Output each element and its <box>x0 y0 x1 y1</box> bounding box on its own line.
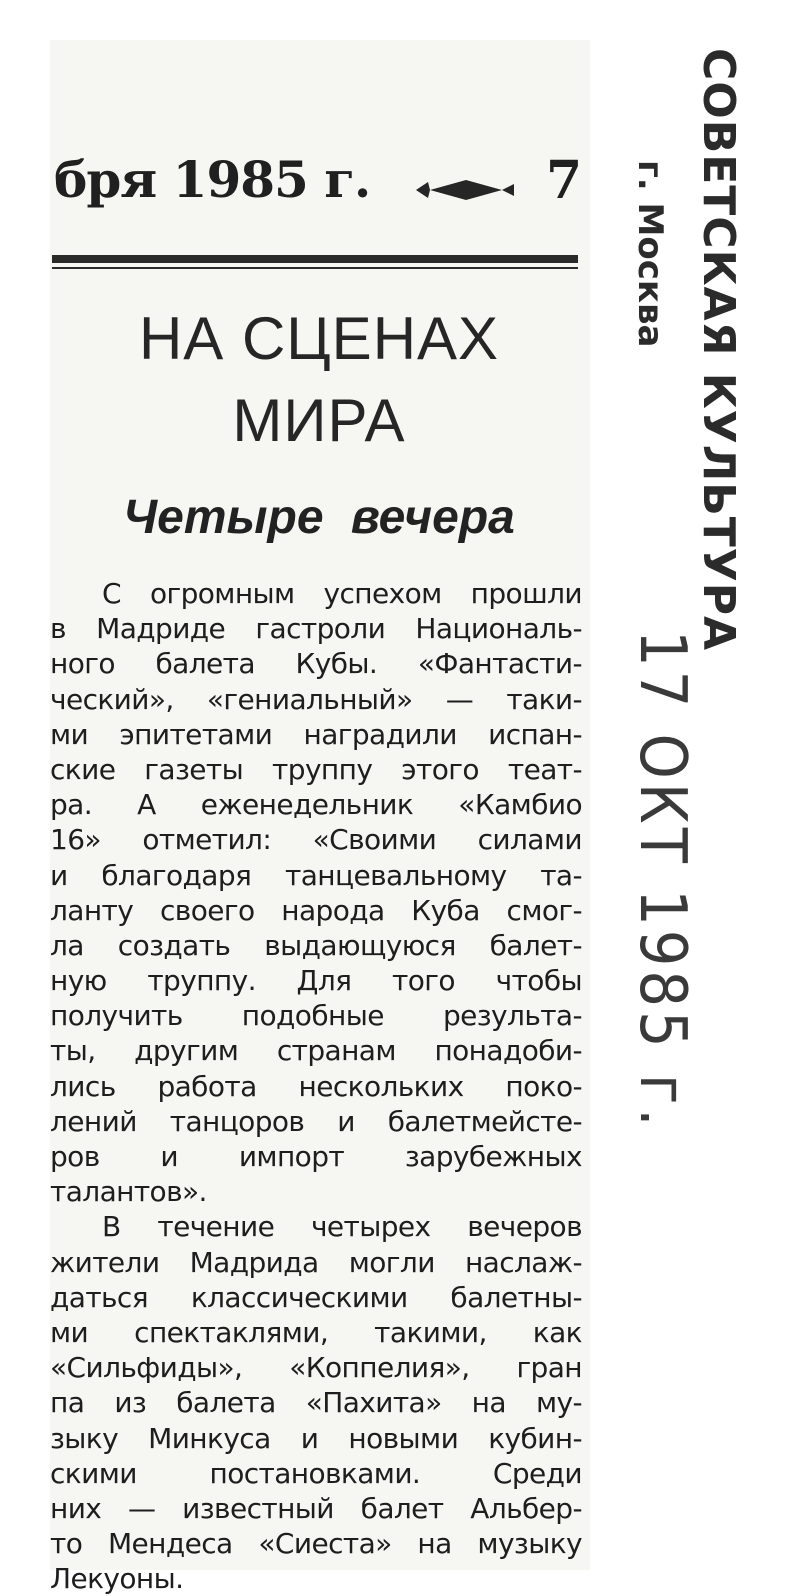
rubric-line: МИРА <box>232 387 406 454</box>
body-line: ские газеты труппу этого теат- <box>50 752 582 786</box>
body-line: ную труппу. Для того чтобы <box>50 964 582 998</box>
body-line: Лекуоны. <box>50 1562 184 1596</box>
page-number: 7 <box>546 150 583 211</box>
stamp-newspaper-name: СОВЕТСКАЯ КУЛЬТУРА <box>693 48 744 652</box>
body-line: зыку Минкуса и новыми кубин- <box>50 1421 582 1455</box>
article-body <box>50 576 582 1596</box>
body-line: и благодаря танцевальному та- <box>50 858 582 892</box>
masthead-rule-thin <box>52 267 578 269</box>
body-line: жители Мадрида могли наслаж- <box>50 1245 582 1279</box>
body-line: даться классическими балетны- <box>50 1280 582 1314</box>
body-line: ланту своего народа Куба смог- <box>50 893 582 927</box>
body-line: С огромным успехом прошли <box>102 577 582 610</box>
ornament-icon <box>416 178 516 202</box>
body-line: ми спектаклями, такими, как <box>50 1315 582 1349</box>
body-line: них — известный балет Альбер- <box>50 1491 582 1525</box>
body-line: ми эпитетами наградили испан- <box>50 717 582 751</box>
body-line: в Мадриде гастроли Националь- <box>50 612 582 646</box>
body-line: ческий», «гениальный» — таки- <box>50 682 582 716</box>
body-line: ров и импорт зарубежных <box>50 1140 582 1173</box>
body-line: получить подобные результа- <box>50 999 582 1033</box>
body-line: ла создать выдающуюся балет- <box>50 928 582 962</box>
masthead-rule <box>52 255 578 263</box>
body-line: «Сильфиды», «Коппелия», гран <box>50 1351 582 1385</box>
section-rubric <box>54 298 584 462</box>
masthead <box>54 150 584 230</box>
body-line: 16» отметил: «Своими силами <box>50 823 582 857</box>
body-line: ты, другим странам понадоби- <box>50 1034 582 1068</box>
stamp-city: г. Москва <box>630 160 670 348</box>
issue-date: бря 1985 г. <box>54 150 371 209</box>
body-line: В течение четырех вечеров <box>102 1210 582 1244</box>
body-line: па из балета «Пахита» на му- <box>50 1386 582 1420</box>
body-line: лений танцоров и балетмейсте- <box>50 1104 582 1138</box>
body-line: ного балета Кубы. «Фантасти- <box>50 647 582 681</box>
stamp-date: 17 ОКТ 1985 г. <box>625 630 699 1131</box>
body-line: ра. А еженедельник «Камбио <box>50 788 582 822</box>
body-line: скими постановками. Среди <box>50 1456 582 1490</box>
body-line: то Мендеса «Сиеста» на музыку <box>50 1527 582 1561</box>
body-line: талантов». <box>50 1175 207 1209</box>
body-line: лись работа нескольких поко- <box>50 1069 582 1103</box>
article-headline: Четыре вечера <box>123 491 515 544</box>
rubric-line: НА СЦЕНАХ <box>138 305 500 372</box>
